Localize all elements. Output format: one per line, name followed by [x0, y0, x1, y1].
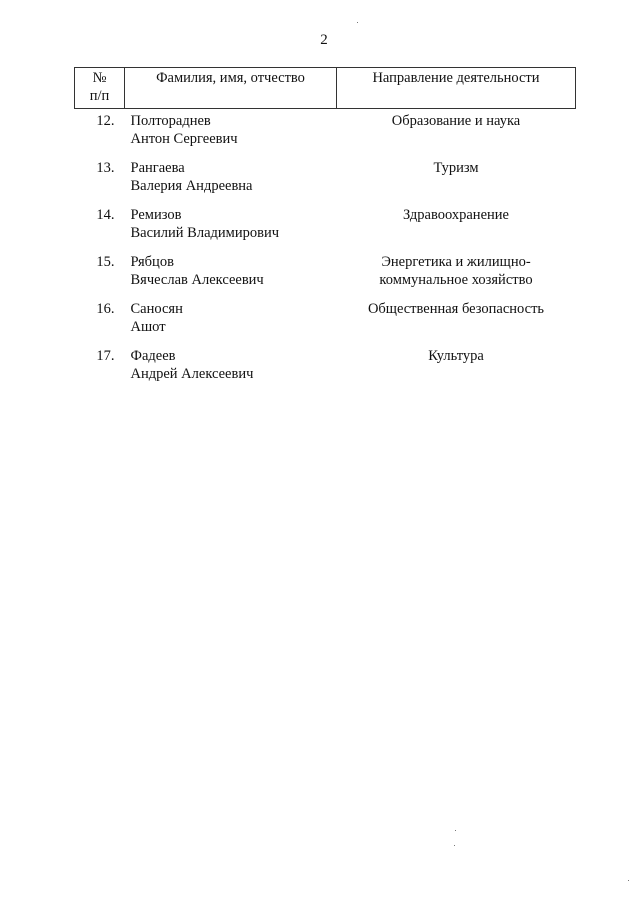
row-field: Энергетика и жилищно-коммунальное хозяйство — [379, 254, 533, 288]
row-field: Общественная безопасность — [367, 301, 545, 317]
table-row — [75, 300, 576, 347]
row-surname: Саносян — [130, 301, 183, 317]
table-row — [75, 253, 576, 300]
row-surname: Рябцов — [130, 254, 174, 270]
header-field-of-activity: Направление деятельности — [337, 68, 576, 109]
scan-speck — [454, 845, 455, 846]
row-given-names: Антон Сергеевич — [130, 131, 238, 147]
header-number-symbol: № — [92, 70, 107, 86]
table-header — [75, 68, 576, 109]
table-row — [75, 347, 576, 394]
scan-speck — [357, 22, 358, 23]
row-full-name — [125, 109, 337, 160]
header-number-abbrev: п/п — [89, 88, 110, 104]
row-full-name — [125, 253, 337, 300]
row-given-names: Василий Владимирович — [130, 225, 279, 241]
row-field: Туризм — [433, 160, 479, 176]
table-row — [75, 206, 576, 253]
row-surname: Рангаева — [130, 160, 185, 176]
row-number: 14. — [96, 207, 115, 223]
row-number: 17. — [96, 348, 115, 364]
table-body — [75, 109, 576, 395]
row-given-names: Вячеслав Алексеевич — [130, 272, 264, 288]
members-table — [74, 67, 576, 394]
table-row — [75, 159, 576, 206]
header-number — [75, 68, 125, 109]
header-row — [75, 68, 576, 109]
row-field: Культура — [428, 348, 484, 364]
scan-speck — [455, 830, 456, 831]
row-number: 15. — [96, 254, 115, 270]
table-row — [75, 109, 576, 160]
row-full-name — [125, 159, 337, 206]
row-given-names: Валерия Андреевна — [130, 178, 253, 194]
row-number: 16. — [96, 301, 115, 317]
row-surname: Ремизов — [130, 207, 182, 223]
row-number: 13. — [96, 160, 115, 176]
row-full-name — [125, 300, 337, 347]
row-given-names: Андрей Алексеевич — [130, 366, 254, 382]
scan-speck — [628, 880, 629, 881]
row-surname: Полтораднев — [130, 113, 211, 129]
row-field: Образование и наука — [391, 113, 521, 129]
row-field: Здравоохранение — [403, 207, 509, 223]
page-number: 2 — [320, 32, 328, 48]
row-surname: Фадеев — [130, 348, 176, 364]
row-full-name — [125, 347, 337, 394]
row-number: 12. — [96, 113, 115, 129]
row-given-names: Ашот — [130, 319, 166, 335]
row-full-name — [125, 206, 337, 253]
header-full-name: Фамилия, имя, отчество — [125, 68, 337, 109]
